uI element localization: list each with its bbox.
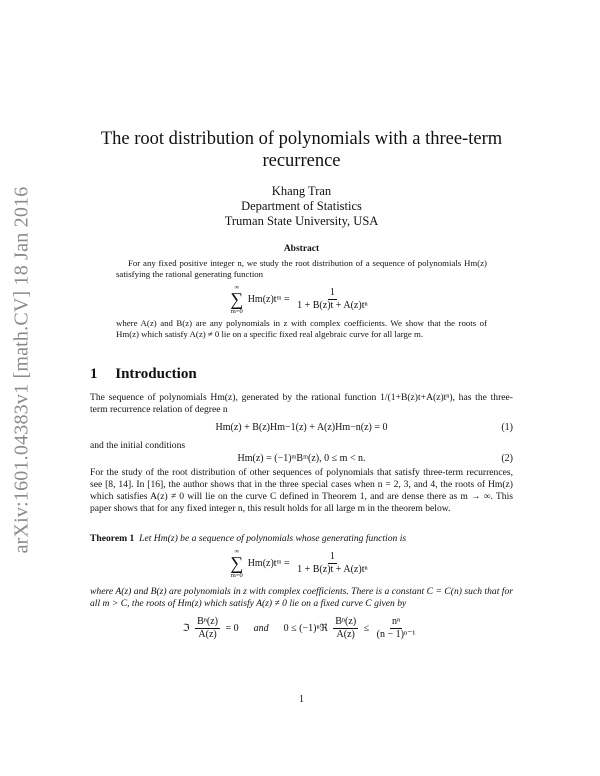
author-university: Truman State University, USA bbox=[224, 214, 379, 228]
abstract-equation: ∞ ∑ m=0 Hm(z)tᵐ = $\frac{1}{\text{1 + B(z)t + A(z)tⁿ}}$ bbox=[230, 284, 368, 315]
equation-2-number: (2) bbox=[501, 453, 513, 464]
title-line-1: The root distribution of polynomials with a three-term bbox=[100, 129, 503, 149]
abstract-heading: Abstract bbox=[283, 244, 320, 254]
arxiv-id-text: arXiv:1601.04383v1 [math.CV] 18 Jan 2016 bbox=[10, 186, 33, 554]
section-title: Introduction bbox=[115, 366, 197, 382]
curve-and: and bbox=[253, 622, 269, 634]
theorem-fraction: $\frac{1}{\text{1 + B(z)t + A(z)tⁿ}}$ bbox=[297, 551, 368, 575]
equation-1-number: (1) bbox=[501, 422, 513, 433]
summation-symbol: ∞ ∑ m=0 bbox=[230, 284, 244, 315]
author-department: Department of Statistics bbox=[241, 199, 362, 213]
author-block bbox=[90, 184, 513, 229]
theorem-text-2: where A(z) and B(z) are polynomials in z with complex coefficients. There is a constant C = C(n) such that for all m > C, the roots of Hm(z) which satisfy A(z) ≠ 0 lie on a fixed curve C given by bbox=[90, 586, 513, 609]
section-heading bbox=[90, 366, 197, 383]
page-number: 1 bbox=[299, 694, 304, 705]
author-name: Khang Tran bbox=[271, 184, 332, 198]
theorem-1-statement bbox=[90, 533, 513, 545]
intro-paragraph-1: The sequence of polynomials Hm(z), generated by the rational function 1/(1+B(z)t+A(z)tⁿ), has the three-term recurrence relation of degree n bbox=[90, 392, 513, 415]
theorem-text-1: Let Hm(z) be a sequence of polynomials whose generating function is bbox=[139, 533, 407, 544]
title-line-2: recurrence bbox=[262, 151, 341, 171]
intro-paragraph-2: and the initial conditions bbox=[90, 440, 186, 451]
paper-title bbox=[90, 128, 513, 172]
curve-fraction-2: $\frac{\text{Bⁿ(z)}}{A(z)}$ bbox=[335, 616, 357, 640]
equation-2: Hm(z) = (−1)ᵐBᵐ(z), 0 ≤ m < n. bbox=[237, 453, 366, 464]
curve-fraction-1: $\frac{\text{Bⁿ(z)}}{A(z)}$ bbox=[197, 616, 219, 640]
abstract-paragraph-1: For any fixed positive integer n, we study the root distribution of a sequence of polynomials Hm(z) satisfying the rational generating function bbox=[116, 258, 487, 279]
theorem-equation: ∞ ∑ m=0 Hm(z)tᵐ = $\frac{1}{\text{1 + B(z)t + A(z)tⁿ}}$ bbox=[230, 548, 368, 579]
section-number: 1 bbox=[90, 366, 98, 382]
generating-fraction: $\frac{1}{\text{1 + B(z)t + A(z)tⁿ}}$ bbox=[297, 287, 368, 311]
curve-equation: ℑ $\frac{\text{Bⁿ(z)}}{A(z)}$ = 0 and 0 ≤ (−1)ⁿℜ $\frac{\text{Bⁿ(z)}}{A(z)}$ ≤ $\frac{\text{nⁿ}}{\text{(n − 1)ⁿ⁻¹}}$ bbox=[182, 616, 416, 640]
arxiv-identifier bbox=[2, 170, 42, 570]
equation-1: Hm(z) + B(z)Hm−1(z) + A(z)Hm−n(z) = 0 bbox=[215, 422, 388, 433]
theorem-label: Theorem 1 bbox=[90, 533, 135, 544]
curve-fraction-3: $\frac{\text{nⁿ}}{\text{(n − 1)ⁿ⁻¹}}$ bbox=[376, 616, 416, 640]
paper-page bbox=[90, 0, 513, 776]
abstract-paragraph-2: where A(z) and B(z) are any polynomials in z with complex coefficients. We show that the roots of Hm(z) which satisfy A(z) ≠ 0 lie on a specific fixed real algebraic curve for all large m. bbox=[116, 318, 487, 339]
intro-paragraph-3: For the study of the root distribution of other sequences of polynomials that satisfy three-term recurrences, see [8, 14]. In [16], the author shows that in the three special cases when n = 2, 3, and 4, the roots of Hm(z) which satisfies A(z) ≠ 0 will lie on the curve C defined in Theorem 1, and are dense there as m → ∞. This paper shows that for any fixed integer n, this result holds for all large m in the theorem below. bbox=[90, 467, 513, 514]
theorem-summation-symbol: ∞ ∑ m=0 bbox=[230, 548, 244, 579]
